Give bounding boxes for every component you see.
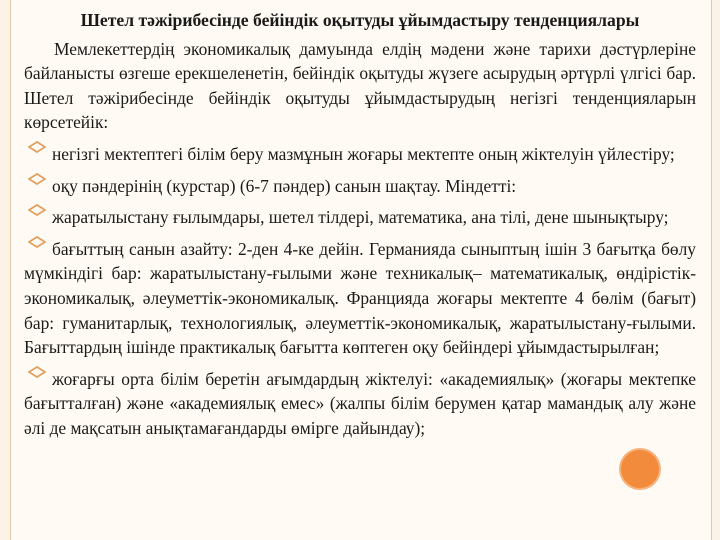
bullet-text: жоғарғы орта білім беретін ағымдардың жіктелуі: «академиялық» (жоғары мектепке бағытталған) және «академиялық емес» (жалпы білім берумен қатар мамандық алу және әлі де мақсатын анықтамағандарды өмірге дайындау); bbox=[24, 368, 696, 438]
diamond-bullet-icon bbox=[24, 375, 52, 385]
bullet-text: бағыттың санын азайту: 2-ден 4-ке дейін. Германияда сыныптың ішін 3 бағытқа бөлу мүмкіндігі бар: жаратылыстану-ғылыми және техникалық– математикалық, өндірістік-экономикалық, әлеуметтік-экономикалық. Францияда жоғары мектепте 4 бөлім (бағыт) бар: гуманитарлық, технологиялық, әлеуметтік-экономикалық, жаратылыстану-ғылыми. Бағыттардың ішінде практикалық бағытта көптеген оқу бейіндері ұйымдастырылған; bbox=[24, 238, 696, 358]
orange-circle-decoration bbox=[621, 450, 659, 488]
bullet-item-2 bbox=[24, 174, 696, 199]
diamond-bullet-icon bbox=[24, 245, 52, 255]
diamond-bullet-icon bbox=[24, 150, 52, 160]
slide-content bbox=[24, 8, 696, 441]
bullet-item-5 bbox=[24, 367, 696, 441]
slide-title: Шетел тәжірибесінде бейіндік оқытуды ұйымдастыру тенденциялары bbox=[80, 10, 640, 30]
bullet-text: жаратылыстану ғылымдары, шетел тілдері, математика, ана тілі, дене шынықтыру; bbox=[52, 207, 669, 228]
diamond-bullet-icon bbox=[24, 182, 52, 192]
bullet-text: оқу пәндерінің (курстар) (6-7 пәндер) санын шақтау. Міндетті: bbox=[52, 175, 517, 196]
bullet-text: негізгі мектептегі білім беру мазмұнын жоғары мектепте оның жіктелуін үйлестіру; bbox=[52, 143, 675, 164]
intro-paragraph: Мемлекеттердің экономикалық дамуында елдің мәдени және тарихи дәстүрлеріне байланысты өзгеше ерекшеленетін, бейіндік оқытуды жүзеге асырудың әртүрлі үлгісі бар. Шетел тәжірибесінде бейіндік оқытуды ұйымдастырудың негізгі тенденцияларын көрсетейік: bbox=[24, 38, 696, 133]
bullet-item-4 bbox=[24, 237, 696, 360]
diamond-bullet-icon bbox=[24, 213, 52, 223]
bullet-item-3 bbox=[24, 205, 696, 230]
bullet-item-1 bbox=[24, 142, 696, 167]
